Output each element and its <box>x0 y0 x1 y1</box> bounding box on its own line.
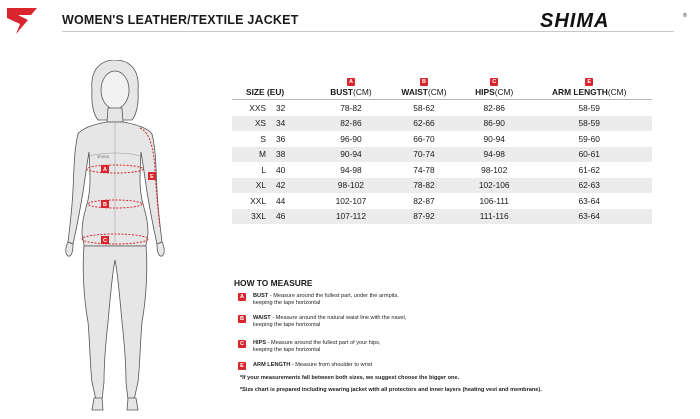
size-cell: 3XL <box>232 209 270 225</box>
hips-cell: 94-98 <box>462 147 526 163</box>
size-cell: S <box>232 131 270 147</box>
col-arm-length <box>526 78 652 100</box>
size-cell: M <box>232 147 270 163</box>
size-chart-table <box>232 78 652 224</box>
col-waist-badge: B <box>420 78 428 86</box>
bust-cell: 102-107 <box>316 193 386 209</box>
step-waist-text: - Measure around the natural waist line with the navel, <box>270 315 407 321</box>
col-hips-name: HIPS <box>475 87 495 97</box>
arm-cell: 58-59 <box>526 100 652 116</box>
bust-cell: 98-102 <box>316 178 386 194</box>
step-hips-badge: C <box>238 340 246 348</box>
bust-cell: 96-90 <box>316 131 386 147</box>
waist-cell: 74-78 <box>386 162 462 178</box>
step-arm-name: ARM LENGTH <box>253 362 291 368</box>
arm-cell: 58-59 <box>526 116 652 132</box>
table-row <box>232 100 652 116</box>
col-waist <box>386 78 462 100</box>
note-between-sizes: *If your measurements fall between both sizes, we suggest choose the bigger one. <box>240 375 460 381</box>
how-to-measure-title: HOW TO MEASURE <box>234 278 313 288</box>
marker-e-label: E <box>150 174 154 180</box>
waist-cell: 87-92 <box>386 209 462 225</box>
bust-cell: 78-82 <box>316 100 386 116</box>
step-waist-text2: keeping the tape horizontal <box>253 322 321 328</box>
col-hips <box>462 78 526 100</box>
table-row <box>232 209 652 225</box>
table-header-row <box>232 78 652 100</box>
eu-cell: 46 <box>270 209 316 225</box>
hips-cell: 98-102 <box>462 162 526 178</box>
brand-logo-icon <box>4 6 40 36</box>
arm-cell: 60-61 <box>526 147 652 163</box>
col-waist-name: WAIST <box>401 87 428 97</box>
brand-wordmark: SHIMA <box>540 10 610 32</box>
table-row <box>232 178 652 194</box>
step-hips-text: - Measure around the fullest part of your hips, <box>266 340 381 346</box>
eu-cell: 44 <box>270 193 316 209</box>
eu-cell: 36 <box>270 131 316 147</box>
table-row <box>232 131 652 147</box>
step-bust-badge: A <box>238 293 246 301</box>
arm-cell: 62-63 <box>526 178 652 194</box>
col-bust-badge: A <box>347 78 355 86</box>
bust-cell: 107-112 <box>316 209 386 225</box>
waist-cell: 58-62 <box>386 100 462 116</box>
woman-figure-illustration <box>40 60 190 415</box>
arm-cell: 61-62 <box>526 162 652 178</box>
col-arm-name: ARM LENGTH <box>551 87 608 97</box>
hips-cell: 111-116 <box>462 209 526 225</box>
step-waist-badge: B <box>238 315 246 323</box>
eu-cell: 34 <box>270 116 316 132</box>
bust-cell: 90-94 <box>316 147 386 163</box>
note-size-chart: *Size chart is prepared including wearing jacket with all protectors and inner layers (heating vest and membrane). <box>240 387 542 393</box>
hips-cell: 86-90 <box>462 116 526 132</box>
size-cell: XXL <box>232 193 270 209</box>
table-row <box>232 193 652 209</box>
page-title: WOMEN'S LEATHER/TEXTILE JACKET <box>62 13 299 27</box>
marker-b-label: B <box>103 202 107 208</box>
arm-cell: 63-64 <box>526 209 652 225</box>
step-waist-name: WAIST <box>253 315 271 321</box>
col-hips-unit: (CM) <box>494 87 514 97</box>
step-arm-text: - Measure from shoulder to wrist <box>290 362 373 368</box>
col-bust <box>316 78 386 100</box>
col-size-eu: SIZE (EU) <box>246 87 285 97</box>
eu-cell: 42 <box>270 178 316 194</box>
size-cell: L <box>232 162 270 178</box>
eu-cell: 38 <box>270 147 316 163</box>
hips-cell: 106-111 <box>462 193 526 209</box>
chest-logo-text: shima <box>97 154 110 159</box>
col-arm-badge: E <box>585 78 593 86</box>
col-arm-unit: (CM) <box>607 87 627 97</box>
marker-c-label: C <box>103 238 107 244</box>
size-cell: XXS <box>232 100 270 116</box>
arm-cell: 63-64 <box>526 193 652 209</box>
step-hips-text2: keeping the tape horizontal <box>253 347 321 353</box>
waist-cell: 62-66 <box>386 116 462 132</box>
eu-cell: 40 <box>270 162 316 178</box>
size-cell: XL <box>232 178 270 194</box>
table-row <box>232 147 652 163</box>
arm-cell: 59-60 <box>526 131 652 147</box>
brand-registered-mark: ® <box>683 13 687 19</box>
eu-cell: 32 <box>270 100 316 116</box>
waist-cell: 66-70 <box>386 131 462 147</box>
col-bust-name: BUST <box>330 87 354 97</box>
step-bust-text2: keeping the tape horizontal <box>253 300 321 306</box>
hips-cell: 82-86 <box>462 100 526 116</box>
hips-cell: 90-94 <box>462 131 526 147</box>
col-waist-unit: (CM) <box>427 87 447 97</box>
col-hips-badge: C <box>490 78 498 86</box>
waist-cell: 70-74 <box>386 147 462 163</box>
hips-cell: 102-106 <box>462 178 526 194</box>
waist-cell: 82-87 <box>386 193 462 209</box>
bust-cell: 94-98 <box>316 162 386 178</box>
waist-cell: 78-82 <box>386 178 462 194</box>
step-hips-name: HIPS <box>253 340 267 346</box>
size-cell: XS <box>232 116 270 132</box>
table-row <box>232 162 652 178</box>
bust-cell: 82-86 <box>316 116 386 132</box>
step-arm-badge: E <box>238 362 246 370</box>
table-row <box>232 116 652 132</box>
col-bust-unit: (CM) <box>353 87 372 97</box>
marker-a-label: A <box>103 167 107 173</box>
step-bust-text: - Measure around the fullest part, under the armpits, <box>268 293 399 299</box>
step-bust-name: BUST <box>253 293 269 299</box>
